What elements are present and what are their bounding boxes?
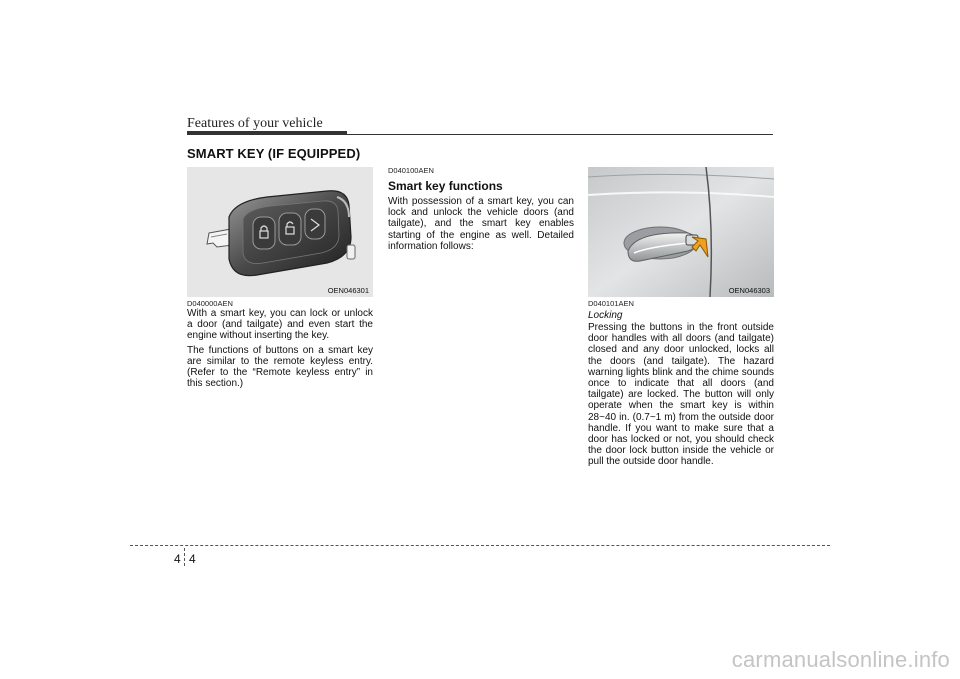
chapter-number: 4 [174, 552, 181, 566]
door-handle-illustration [588, 167, 774, 297]
page-number: 4 [189, 552, 196, 566]
intro-paragraph-2: The functions of buttons on a smart key are similar to the remote keyless entry. (Refer to the “Remote keyless entry” in this section.) [187, 344, 373, 390]
intro-code: D040000AEN [187, 299, 233, 308]
functions-heading: Smart key functions [388, 179, 503, 193]
section-title: SMART KEY (IF EQUIPPED) [187, 146, 361, 161]
watermark: carmanualsonline.info [731, 647, 950, 672]
intro-column [187, 299, 373, 389]
smart-key-illustration [187, 167, 373, 297]
locking-paragraph: Pressing the buttons in the front outside door handles with all doors (and tailgate) closed and any door unlocked, locks all the doors (and tailgate). The hazard warning lights blink and the chime sounds once to indicate that all doors (and tailgate) are locked. The button will only operate when the smart key is within 28~40 in. (0.7~1 m) from the outside door handle. If you want to make sure that a door has locked or not, you should check the door lock button inside the vehicle or pull the outside door handle. [588, 322, 774, 468]
page-header-title: Features of your vehicle [187, 116, 323, 131]
figure-code-door: OEN046303 [728, 286, 770, 295]
door-handle-icon [588, 167, 774, 297]
intro-paragraph-1: With a smart key, you can lock or unlock a door (and tailgate) and even start the engine without inserting the key. [187, 308, 373, 342]
functions-column [388, 166, 574, 252]
footer-rule [130, 545, 830, 546]
smart-key-icon [187, 167, 373, 297]
page-number-separator [184, 548, 185, 566]
figure-code-key: OEN046301 [327, 286, 369, 295]
functions-code: D040100AEN [388, 166, 434, 175]
locking-heading: Locking [588, 310, 623, 321]
header-rule [187, 134, 773, 135]
locking-code: D040101AEN [588, 299, 634, 308]
functions-paragraph: With possession of a smart key, you can lock and unlock the vehicle doors (and tailgate), and the smart key enables starting of the engine as well. Detailed information follows: [388, 196, 574, 252]
locking-column [588, 299, 774, 468]
